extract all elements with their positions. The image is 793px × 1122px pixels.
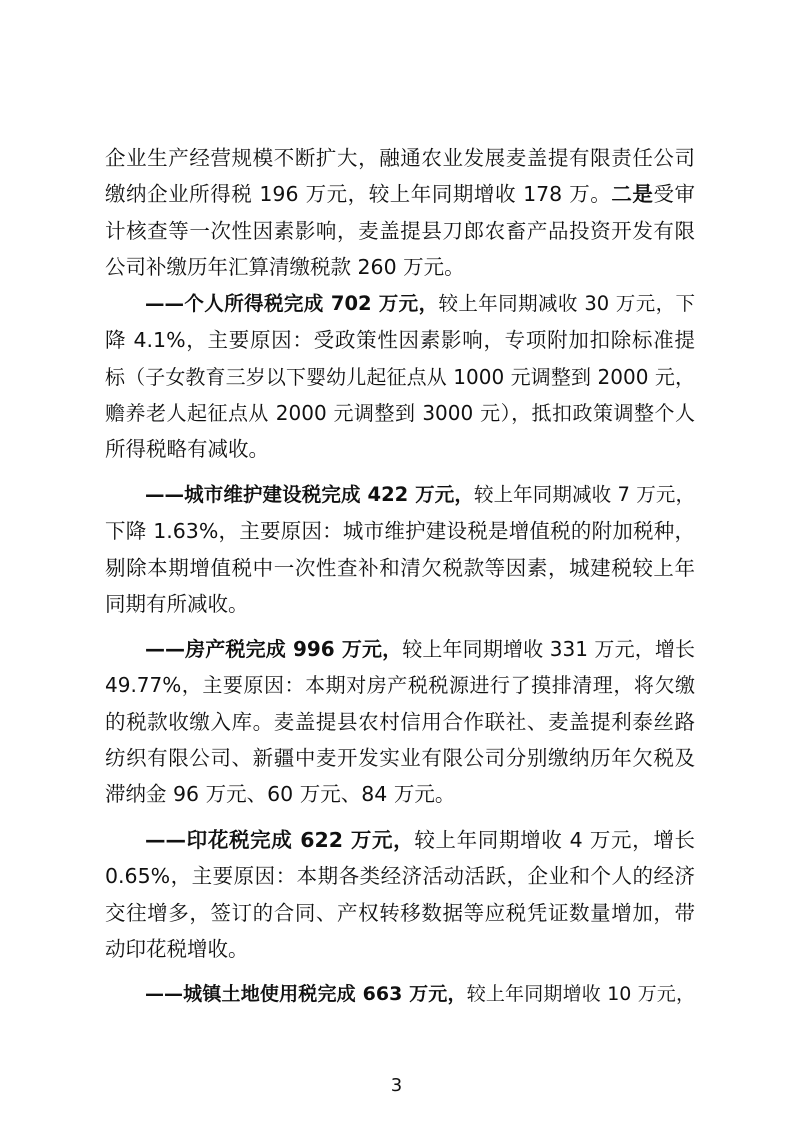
text-line: 降 4.1%，主要原因：受政策性因素影响，专项附加扣除标准提 xyxy=(105,328,695,353)
page-number: 3 xyxy=(390,1075,403,1096)
paragraph-heading: ——城镇土地使用税完成 663 万元， xyxy=(145,983,467,1005)
paragraph-personal-income-tax xyxy=(105,286,695,467)
text-span: 受审 xyxy=(653,182,695,207)
text-line: 的税款收缴入库。麦盖提县农村信用合作联社、麦盖提利泰丝路 xyxy=(105,709,695,734)
text-line: 0.65%，主要原因：本期各类经济活动活跃，企业和个人的经济 xyxy=(105,864,695,889)
paragraph-heading: ——印花税完成 622 万元， xyxy=(145,828,415,852)
paragraph-continuation xyxy=(105,140,695,285)
paragraph-heading: ——城市维护建设税完成 422 万元， xyxy=(145,483,474,506)
text-span: 较上年同期增收 10 万元， xyxy=(466,983,695,1005)
text-line xyxy=(105,286,695,322)
paragraph-heading: ——房产税完成 996 万元， xyxy=(145,637,403,661)
text-line xyxy=(105,822,695,858)
text-line: 所得税略有减收。 xyxy=(105,437,269,462)
text-line: 下降 1.63%，主要原因：城市维护建设税是增值税的附加税种， xyxy=(105,519,695,544)
text-line: 纺织有限公司、新疆中麦开发实业有限公司分别缴纳历年欠税及 xyxy=(105,745,695,770)
text-span: 较上年同期减收 7 万元， xyxy=(473,483,695,506)
text-span: 较上年同期减收 30 万元，下 xyxy=(438,292,695,315)
paragraph-urban-maintenance-tax xyxy=(105,477,695,622)
text-line: 赡养老人起征点从 2000 元调整到 3000 元），抵扣政策调整个人 xyxy=(105,400,695,425)
paragraph-heading: ——个人所得税完成 702 万元， xyxy=(145,292,439,315)
bold-phrase: 二是 xyxy=(611,182,654,207)
text-line xyxy=(105,477,695,513)
text-span: 缴纳企业所得税 196 万元，较上年同期增收 178 万。 xyxy=(105,182,612,207)
paragraph-stamp-tax xyxy=(105,822,695,967)
paragraph-property-tax xyxy=(105,631,695,812)
text-line: 49.77%，主要原因：本期对房产税税源进行了摸排清理，将欠缴 xyxy=(105,673,695,698)
paragraph-land-use-tax xyxy=(105,976,695,1012)
text-line: 剔除本期增值税中一次性查补和清欠税款等因素，城建税较上年 xyxy=(105,555,695,580)
text-span: 较上年同期增收 331 万元，增长 xyxy=(402,637,695,661)
text-line: 交往增多，签订的合同、产权转移数据等应税凭证数量增加，带 xyxy=(105,900,695,925)
text-line xyxy=(105,976,695,1012)
text-line: 同期有所减收。 xyxy=(105,591,249,616)
text-line: 计核查等一次性因素影响，麦盖提县刀郎农畜产品投资开发有限 xyxy=(105,218,695,243)
text-span: 较上年同期增收 4 万元，增长 xyxy=(414,828,695,852)
text-line xyxy=(105,176,695,212)
text-line: 动印花税增收。 xyxy=(105,936,249,961)
text-line: 公司补缴历年汇算清缴税款 260 万元。 xyxy=(105,254,465,279)
text-line: 滞纳金 96 万元、60 万元、84 万元。 xyxy=(105,782,456,807)
text-line xyxy=(105,631,695,667)
text-line: 企业生产经营规模不断扩大，融通农业发展麦盖提有限责任公司 xyxy=(105,146,695,170)
text-line: 标（子女教育三岁以下婴幼儿起征点从 1000 元调整到 2000 元， xyxy=(105,364,695,389)
